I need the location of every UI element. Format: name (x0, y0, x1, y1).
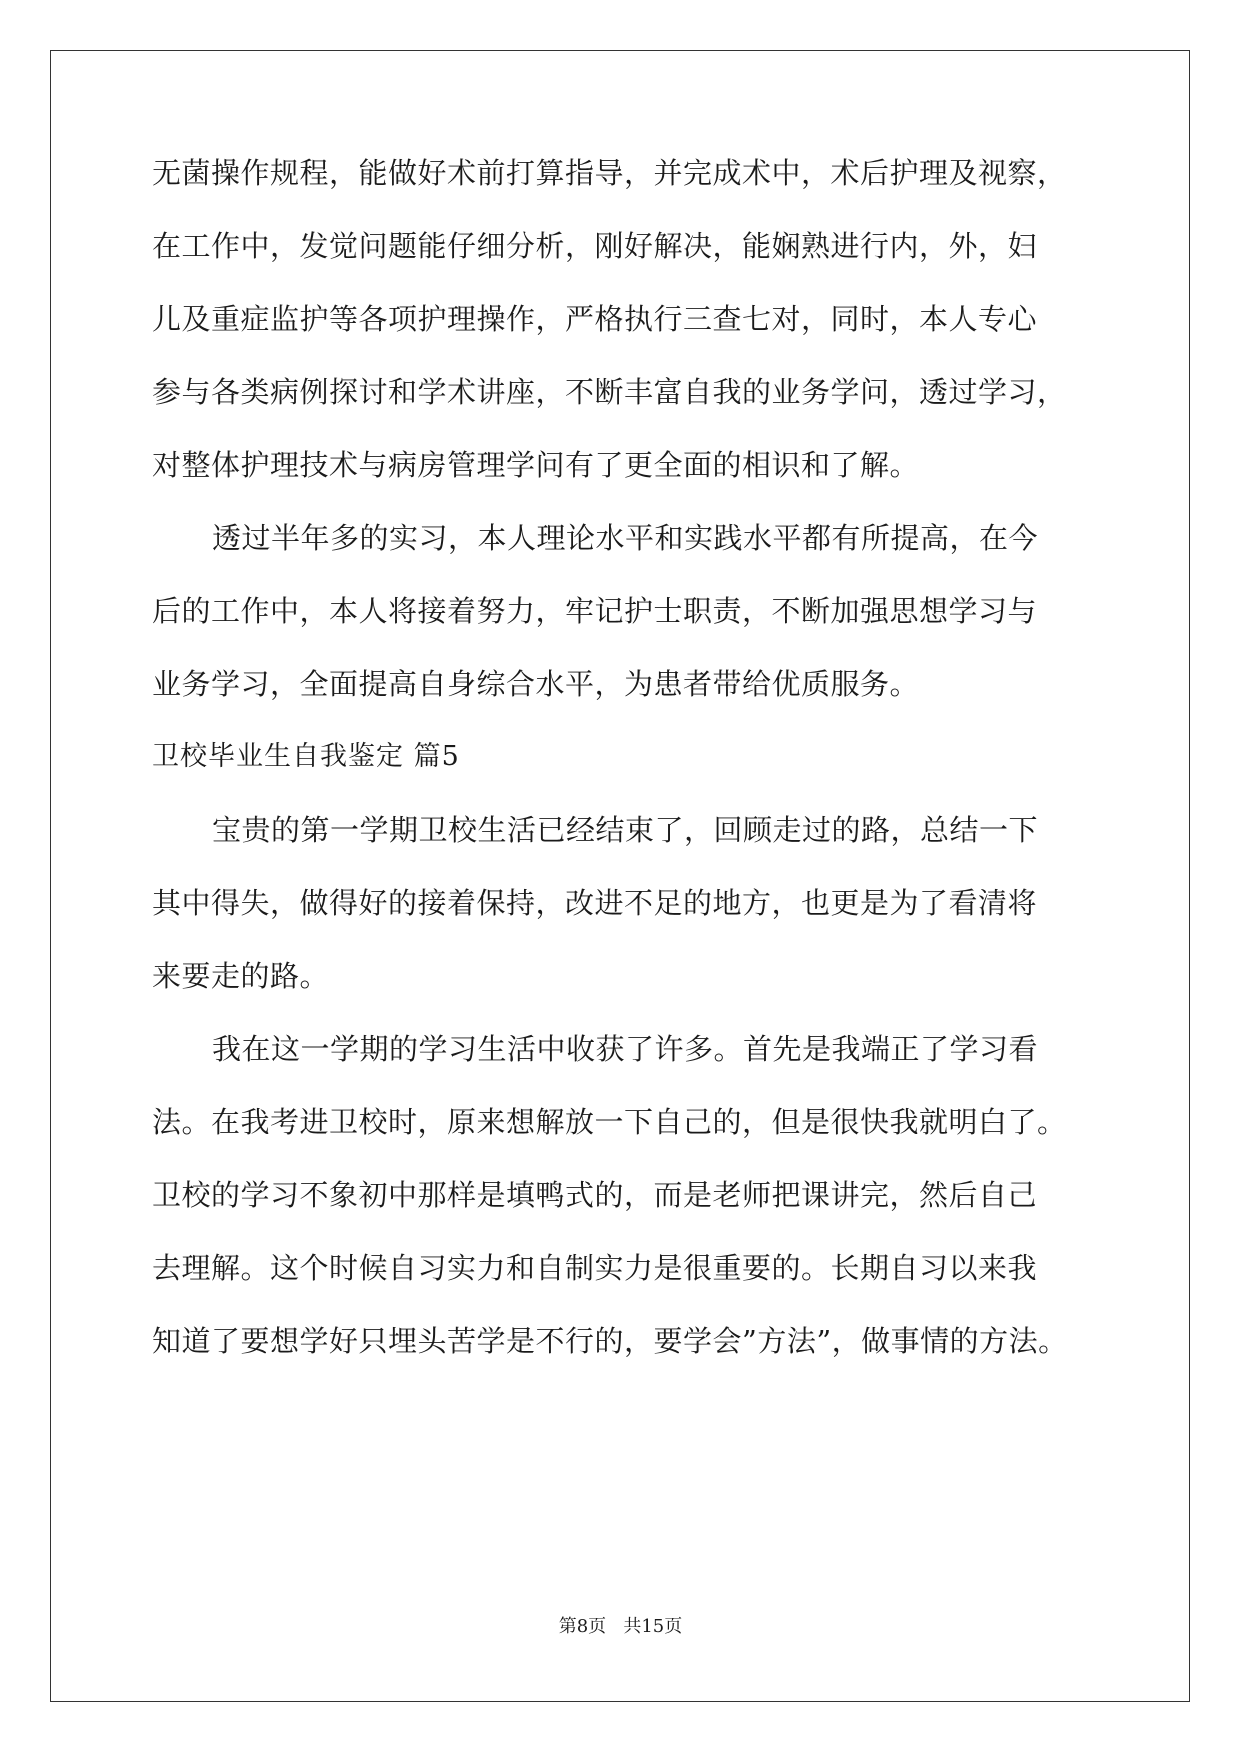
body-text-line: 对整体护理技术与病房管理学问有了更全面的相识和了解。 (152, 448, 920, 482)
body-text-line: 后的工作中，本人将接着努力，牢记护士职责，不断加强思想学习与 (152, 594, 1038, 628)
body-text-line: 法。在我考进卫校时，原来想解放一下自己的，但是很快我就明白了。 (152, 1105, 1067, 1139)
paragraph-first-line: 透过半年多的实习，本人理论水平和实践水平都有所提高，在今 (212, 521, 1039, 555)
page-number-footer: 第8页 共15页 (558, 1616, 683, 1637)
body-text-line: 卫校的学习不象初中那样是填鸭式的，而是老师把课讲完，然后自己 (152, 1178, 1038, 1212)
body-text-line: 知道了要想学好只埋头苦学是不行的，要学会”方法”，做事情的方法。 (152, 1324, 1068, 1358)
body-text-line: 在工作中，发觉问题能仔细分析，刚好解决，能娴熟进行内，外，妇 (152, 229, 1038, 263)
page-frame (50, 50, 1190, 1702)
body-text-line: 儿及重症监护等各项护理操作，严格执行三查七对，同时，本人专心 (152, 302, 1038, 336)
body-text-line: 参与各类病例探讨和学术讲座，不断丰富自我的业务学问，透过学习， (152, 375, 1067, 409)
body-text-line: 去理解。这个时候自习实力和自制实力是很重要的。长期自习以来我 (152, 1251, 1038, 1285)
paragraph-first-line: 我在这一学期的学习生活中收获了许多。首先是我端正了学习看 (212, 1032, 1039, 1066)
section-heading: 卫校毕业生自我鉴定 篇5 (152, 741, 460, 772)
body-text-line: 无菌操作规程，能做好术前打算指导，并完成术中，术后护理及视察， (152, 156, 1067, 190)
body-text-line: 来要走的路。 (152, 959, 330, 993)
body-text-line: 其中得失，做得好的接着保持，改进不足的地方，也更是为了看清将 (152, 886, 1038, 920)
body-text-line: 业务学习，全面提高自身综合水平，为患者带给优质服务。 (152, 667, 920, 701)
paragraph-first-line: 宝贵的第一学期卫校生活已经结束了，回顾走过的路，总结一下 (212, 813, 1039, 847)
